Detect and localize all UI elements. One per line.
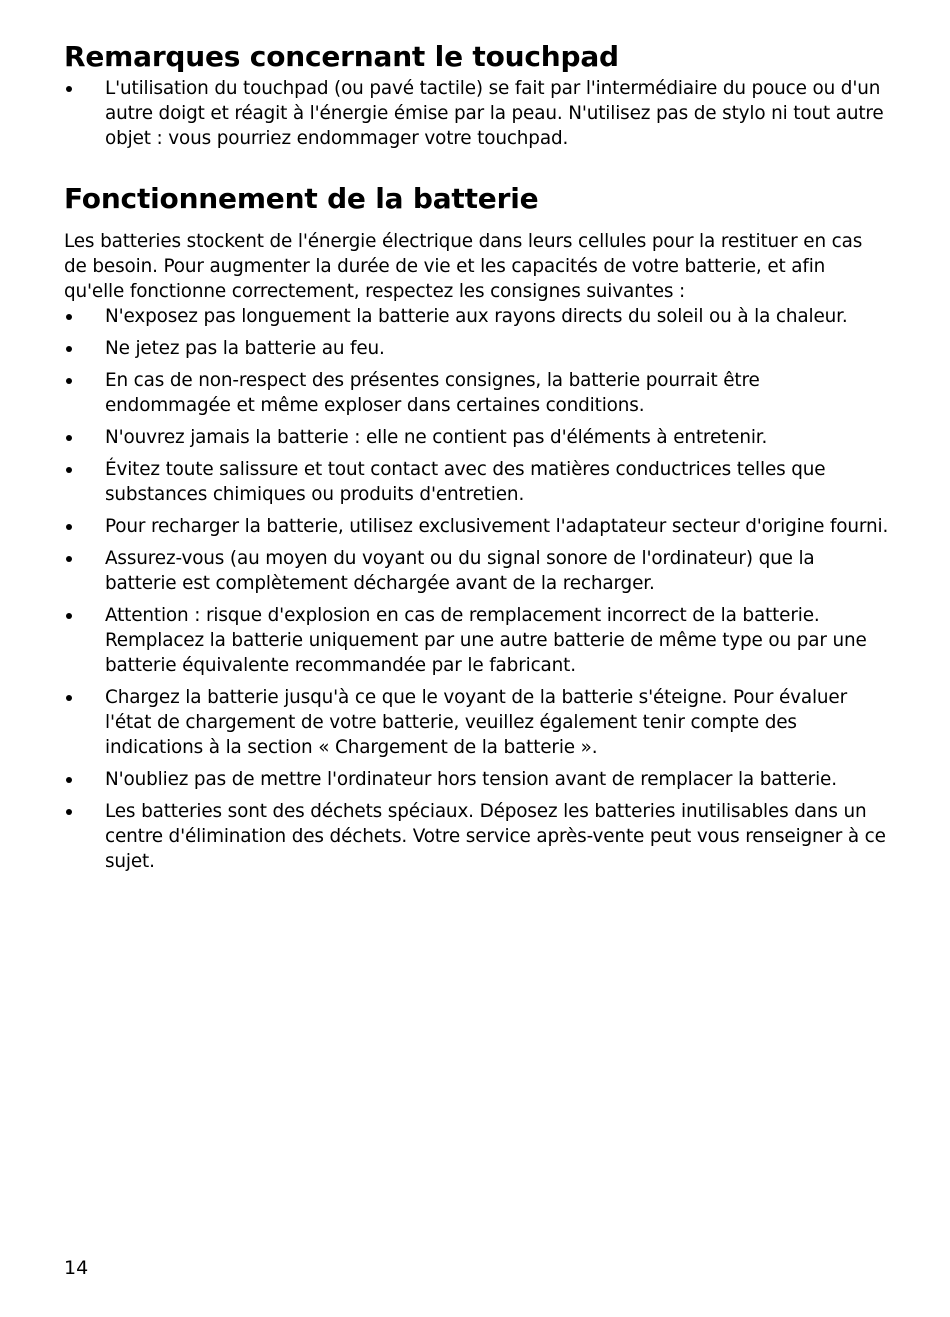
- list-item: [64, 425, 890, 450]
- list-item: [64, 799, 890, 874]
- list-item-text: Les batteries sont des déchets spéciaux. Déposez les batteries inutilisables dans un centre d'élimination des déchets. Votre service après-vente peut vous renseigner à ce sujet.: [105, 801, 886, 872]
- section-heading-battery: Fonctionnement de la batterie: [64, 182, 539, 215]
- list-item: [64, 685, 890, 760]
- bullet-icon: [66, 378, 72, 384]
- bullet-icon: [66, 346, 72, 352]
- list-item: [64, 603, 890, 678]
- bullet-icon: [66, 777, 72, 783]
- list-item-text: N'ouvrez jamais la batterie : elle ne contient pas d'éléments à entretenir.: [105, 427, 768, 448]
- list-item: [64, 76, 890, 151]
- list-item: [64, 546, 890, 596]
- battery-instructions-list: [64, 304, 890, 874]
- list-item-text: Évitez toute salissure et tout contact avec des matières conductrices telles que substances chimiques ou produits d'entretien.: [105, 459, 826, 505]
- list-item: [64, 368, 890, 418]
- list-item-text: N'exposez pas longuement la batterie aux rayons directs du soleil ou à la chaleur.: [105, 306, 848, 327]
- bullet-icon: [66, 556, 72, 562]
- list-item-text: Pour recharger la batterie, utilisez exclusivement l'adaptateur secteur d'origine fourni.: [105, 516, 889, 537]
- bullet-icon: [66, 695, 72, 701]
- list-item: [64, 767, 890, 792]
- list-item-text: Chargez la batterie jusqu'à ce que le voyant de la batterie s'éteigne. Pour évaluer l'état de chargement de votre batterie, veuillez également tenir compte des indications à la section « Chargement de la batterie ».: [105, 687, 848, 758]
- list-item: [64, 514, 890, 539]
- list-item-text: L'utilisation du touchpad (ou pavé tactile) se fait par l'intermédiaire du pouce ou d'un autre doigt et réagit à l'énergie émise par la peau. N'utilisez pas de stylo ni tout autre objet : vous pourriez endommager votre touchpad.: [105, 78, 884, 149]
- list-item-text: Attention : risque d'explosion en cas de remplacement incorrect de la batterie. Remplacez la batterie uniquement par une autre batterie de même type ou par une batterie équivalente recommandée par le fabricant.: [105, 605, 867, 676]
- list-item: [64, 457, 890, 507]
- bullet-icon: [66, 314, 72, 320]
- list-item: [64, 336, 890, 361]
- list-item-text: N'oubliez pas de mettre l'ordinateur hors tension avant de remplacer la batterie.: [105, 769, 837, 790]
- section-heading-touchpad: Remarques concernant le touchpad: [64, 40, 619, 73]
- battery-intro-paragraph: Les batteries stockent de l'énergie électrique dans leurs cellules pour la restituer en cas de besoin. Pour augmenter la durée de vie et les capacités de votre batterie, et afin qu'elle fonctionne correctement, respectez les consignes suivantes :: [64, 231, 863, 302]
- page-number: 14: [64, 1257, 89, 1279]
- bullet-icon: [66, 613, 72, 619]
- list-item-text: Ne jetez pas la batterie au feu.: [105, 338, 385, 359]
- list-item-text: En cas de non-respect des présentes consignes, la batterie pourrait être endommagée et même exploser dans certaines conditions.: [105, 370, 760, 416]
- bullet-icon: [66, 809, 72, 815]
- bullet-icon: [66, 524, 72, 530]
- document-page: [64, 38, 890, 881]
- touchpad-notes-list: [64, 76, 890, 151]
- bullet-icon: [66, 435, 72, 441]
- bullet-icon: [66, 86, 72, 92]
- bullet-icon: [66, 467, 72, 473]
- list-item: [64, 304, 890, 329]
- list-item-text: Assurez-vous (au moyen du voyant ou du signal sonore de l'ordinateur) que la batterie est complètement déchargée avant de la recharger.: [105, 548, 815, 594]
